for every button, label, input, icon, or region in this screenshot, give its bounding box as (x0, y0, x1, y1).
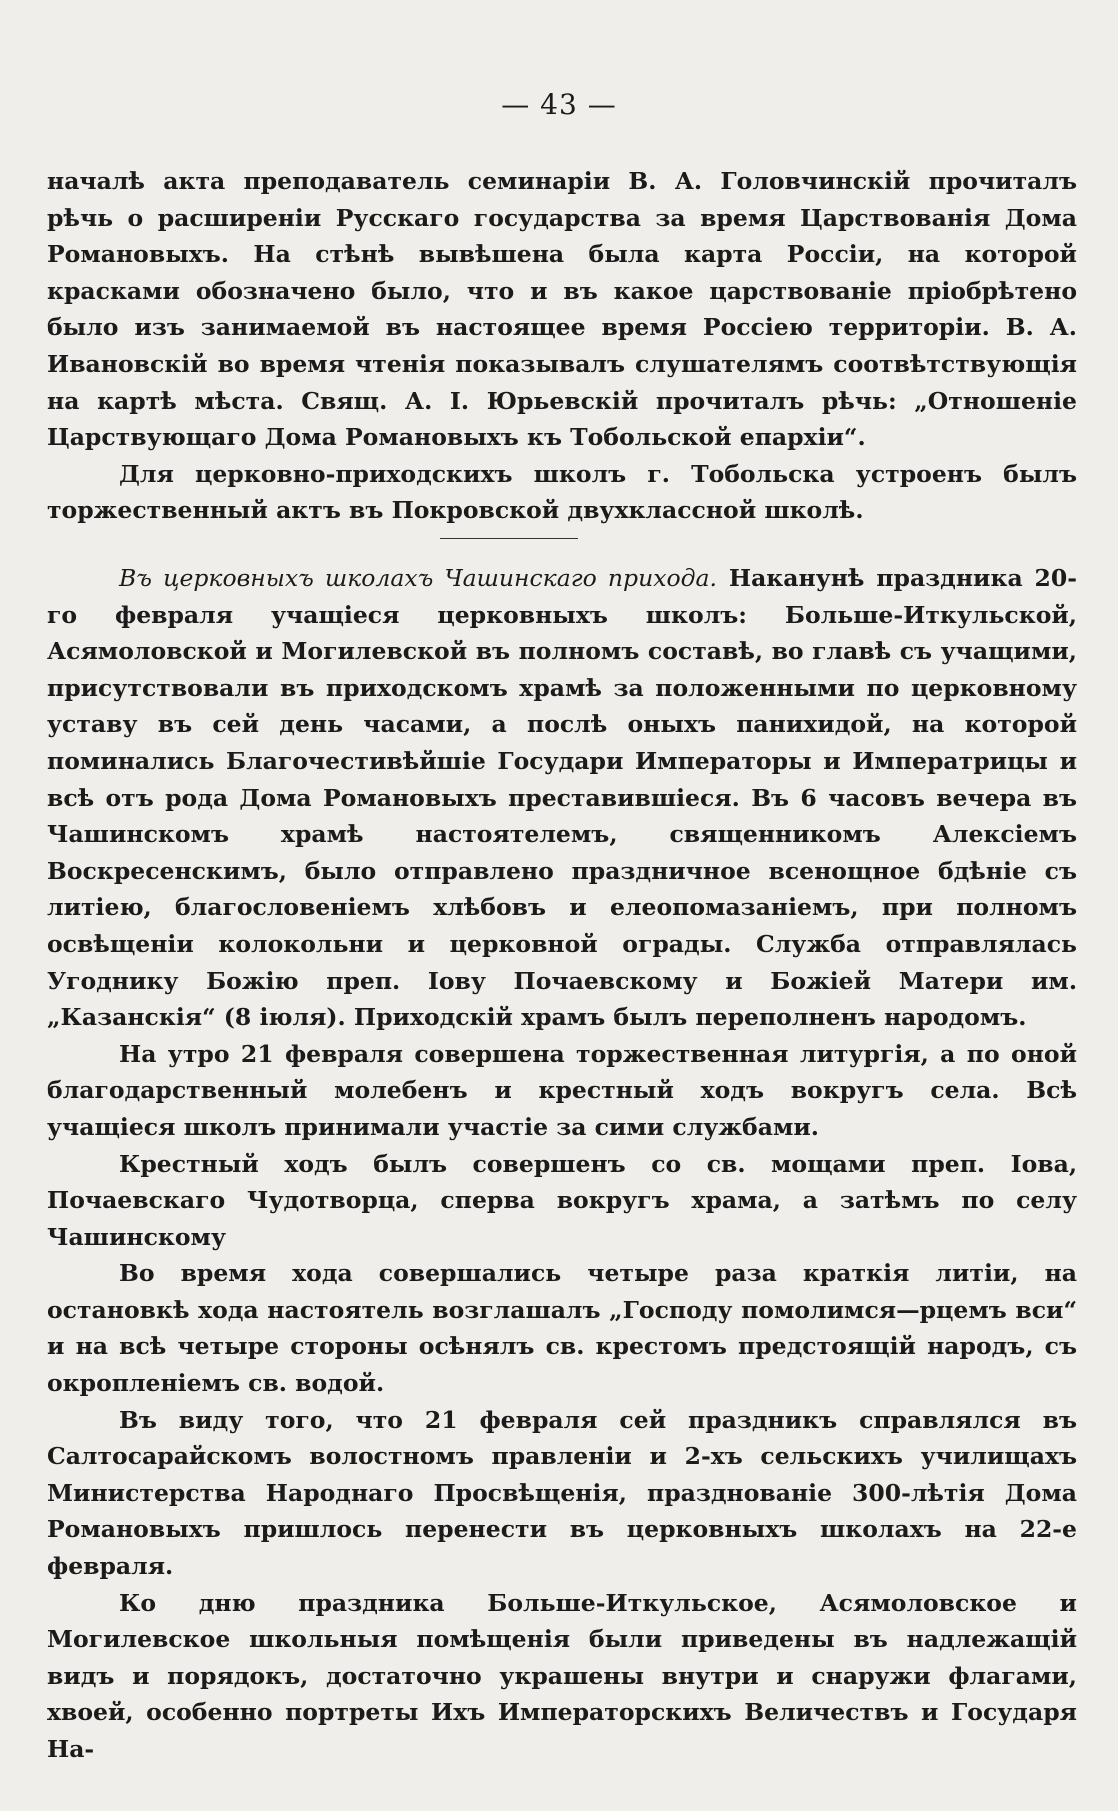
paragraph: На утро 21 февраля совершена торжественная литургія, а по оной благодарственный молебенъ и крестный ходъ вокругъ села. Всѣ учащіеся школъ принимали участіе за сими службами. (47, 1039, 1077, 1141)
paragraph: Для церковно-приходскихъ школъ г. Тобольска устроенъ былъ торжественный актъ въ Покровской двухклассной школѣ. (47, 459, 1077, 525)
section-one (47, 163, 1077, 529)
paragraph: началѣ акта преподаватель семинаріи В. А. Головчинскій прочиталъ рѣчь о расширеніи Русскаго государства за время Царствованія Дома Романовыхъ. На стѣнѣ вывѣшена была карта Россіи, на которой красками обозначено было, что и въ какое царствованіе пріобрѣтено было изъ занимаемой въ настоящее время Россіею территоріи. В. А. Ивановскій во время чтенія показывалъ слушателямъ соотвѣтствующія на картѣ мѣста. Свящ. А. І. Юрьевскій прочиталъ рѣчь: „Отношеніе Царствующаго Дома Романовыхъ къ Тобольской епархіи“. (47, 167, 1077, 452)
section-heading: Въ церковныхъ школахъ Чашинскаго прихода. (119, 564, 717, 592)
paragraph: Въ виду того, что 21 февраля сей праздникъ справлялся въ Салтосарайскомъ волостномъ правленіи и 2-хъ сельскихъ училищахъ Министерства Народнаго Просвѣщенія, празднованіе 300-лѣтія Дома Романовыхъ пришлось перенести въ церковныхъ школахъ на 22-е февраля. (47, 1405, 1077, 1581)
paragraph: Крестный ходъ былъ совершенъ со св. мощами преп. Іова, Почаевскаго Чудотворца, сперва вокругъ храма, а затѣмъ по селу Чашинскому (47, 1149, 1077, 1251)
paragraph: Ко дню праздника Больше-Иткульское, Асямоловское и Могилевское школьныя помѣщенія были приведены въ надлежащій видъ и порядокъ, достаточно украшены внутри и снаружи флагами, хвоей, особенно портреты Ихъ Императорскихъ Величествъ и Государя На- (47, 1588, 1077, 1763)
section-two (47, 560, 1077, 1768)
section-separator (440, 538, 578, 539)
page-number: — 43 — (501, 88, 617, 121)
paragraph: Во время хода совершались четыре раза краткія литіи, на остановкѣ хода настоятель возглашалъ „Господу помолимся—рцемъ вси“ и на всѣ четыре стороны осѣнялъ св. крестомъ предстоящій народъ, съ окропленіемъ св. водой. (47, 1259, 1077, 1398)
paragraph-with-heading (47, 560, 1077, 1036)
paragraph-text: Наканунѣ праздника 20-го февраля учащіеся церковныхъ школъ: Больше-Иткульской, Асямоловской и Могилевской въ полномъ составѣ, во главѣ съ учащими, присутствовали въ приходскомъ храмѣ за положенными по церковному уставу въ сей день часами, а послѣ оныхъ панихидой, на которой поминались Благочестивѣйшіе Государи Императоры и Императрицы и всѣ отъ рода Дома Романовыхъ преставившіеся. Въ 6 часовъ вечера въ Чашинскомъ храмѣ настоятелемъ, священникомъ Алексіемъ Воскресенскимъ, было отправлено праздничное всенощное бдѣніе съ литіею, благословеніемъ хлѣбовъ и елеопомазаніемъ, при полномъ освѣщеніи колокольни и церковной ограды. Служба отправлялась Угоднику Божію преп. Іову Почаевскому и Божіей Матери им. „Казанскія“ (8 іюля). Приходскій храмъ былъ переполненъ народомъ. (47, 564, 1077, 1032)
